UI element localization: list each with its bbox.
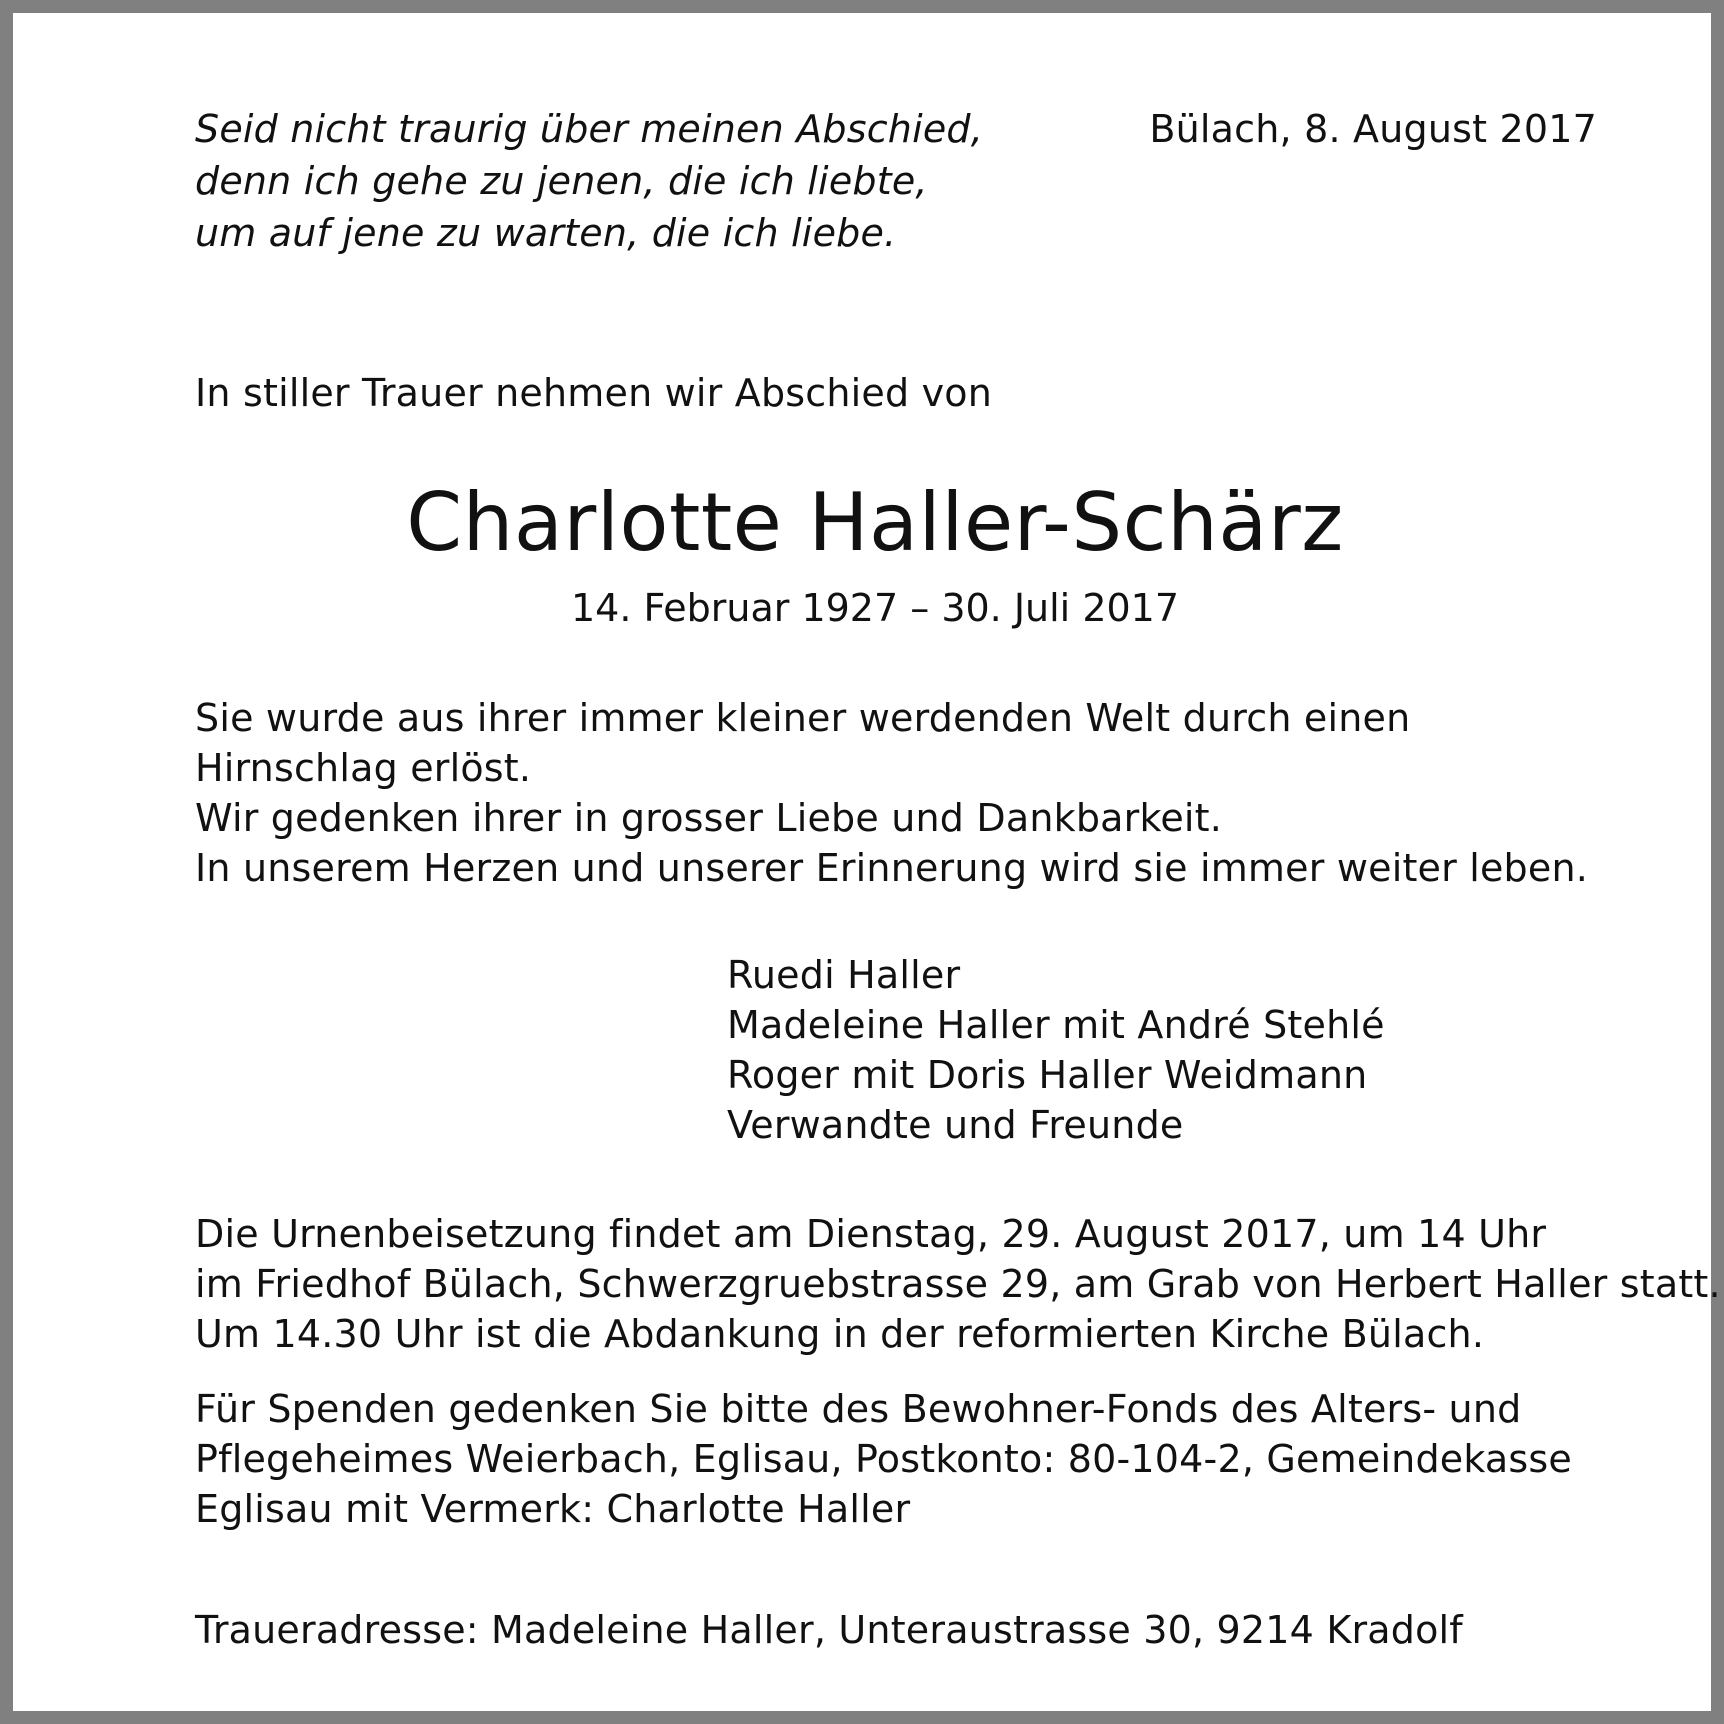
tribute-line: Sie wurde aus ihrer immer kleiner werdenden Welt durch einen [195, 696, 1411, 740]
mourner: Verwandte und Freunde [727, 1103, 1184, 1147]
life-dates: 14. Februar 1927 – 30. Juli 2017 [570, 586, 1180, 630]
mourner: Roger mit Doris Haller Weidmann [727, 1053, 1368, 1097]
donation-line: Für Spenden gedenken Sie bitte des Bewohner-Fonds des Alters- und [195, 1387, 1522, 1431]
mourner: Ruedi Haller [727, 953, 961, 997]
tribute-line: Wir gedenken ihrer in grosser Liebe und Dankbarkeit. [195, 796, 1223, 840]
tribute-line: In unserem Herzen und unserer Erinnerung wird sie immer weiter leben. [195, 846, 1589, 890]
place-date: Bülach, 8. August 2017 [1149, 107, 1597, 151]
deceased-name: Charlotte Haller-Schärz [406, 476, 1344, 569]
motto-line: Seid nicht traurig über meinen Abschied, [195, 107, 984, 151]
ceremony-line: Die Urnenbeisetzung findet am Dienstag, 29. August 2017, um 14 Uhr [195, 1212, 1547, 1256]
mourning-address: Traueradresse: Madeleine Haller, Unteraustrasse 30, 9214 Kradolf [195, 1608, 1463, 1652]
ceremony-line: im Friedhof Bülach, Schwerzgruebstrasse 29, am Grab von Herbert Haller statt. [195, 1262, 1721, 1306]
intro-text: In stiller Trauer nehmen wir Abschied von [195, 371, 993, 415]
tribute-line: Hirnschlag erlöst. [195, 746, 532, 790]
motto-line: denn ich gehe zu jenen, die ich liebte, [195, 159, 928, 203]
donation-line: Pflegeheimes Weierbach, Eglisau, Postkonto: 80-104-2, Gemeindekasse [195, 1437, 1572, 1481]
ceremony-line: Um 14.30 Uhr ist die Abdankung in der reformierten Kirche Bülach. [195, 1312, 1485, 1356]
mourner: Madeleine Haller mit André Stehlé [727, 1003, 1385, 1047]
motto-line: um auf jene zu warten, die ich liebe. [195, 211, 897, 255]
donation-line: Eglisau mit Vermerk: Charlotte Haller [195, 1487, 911, 1531]
